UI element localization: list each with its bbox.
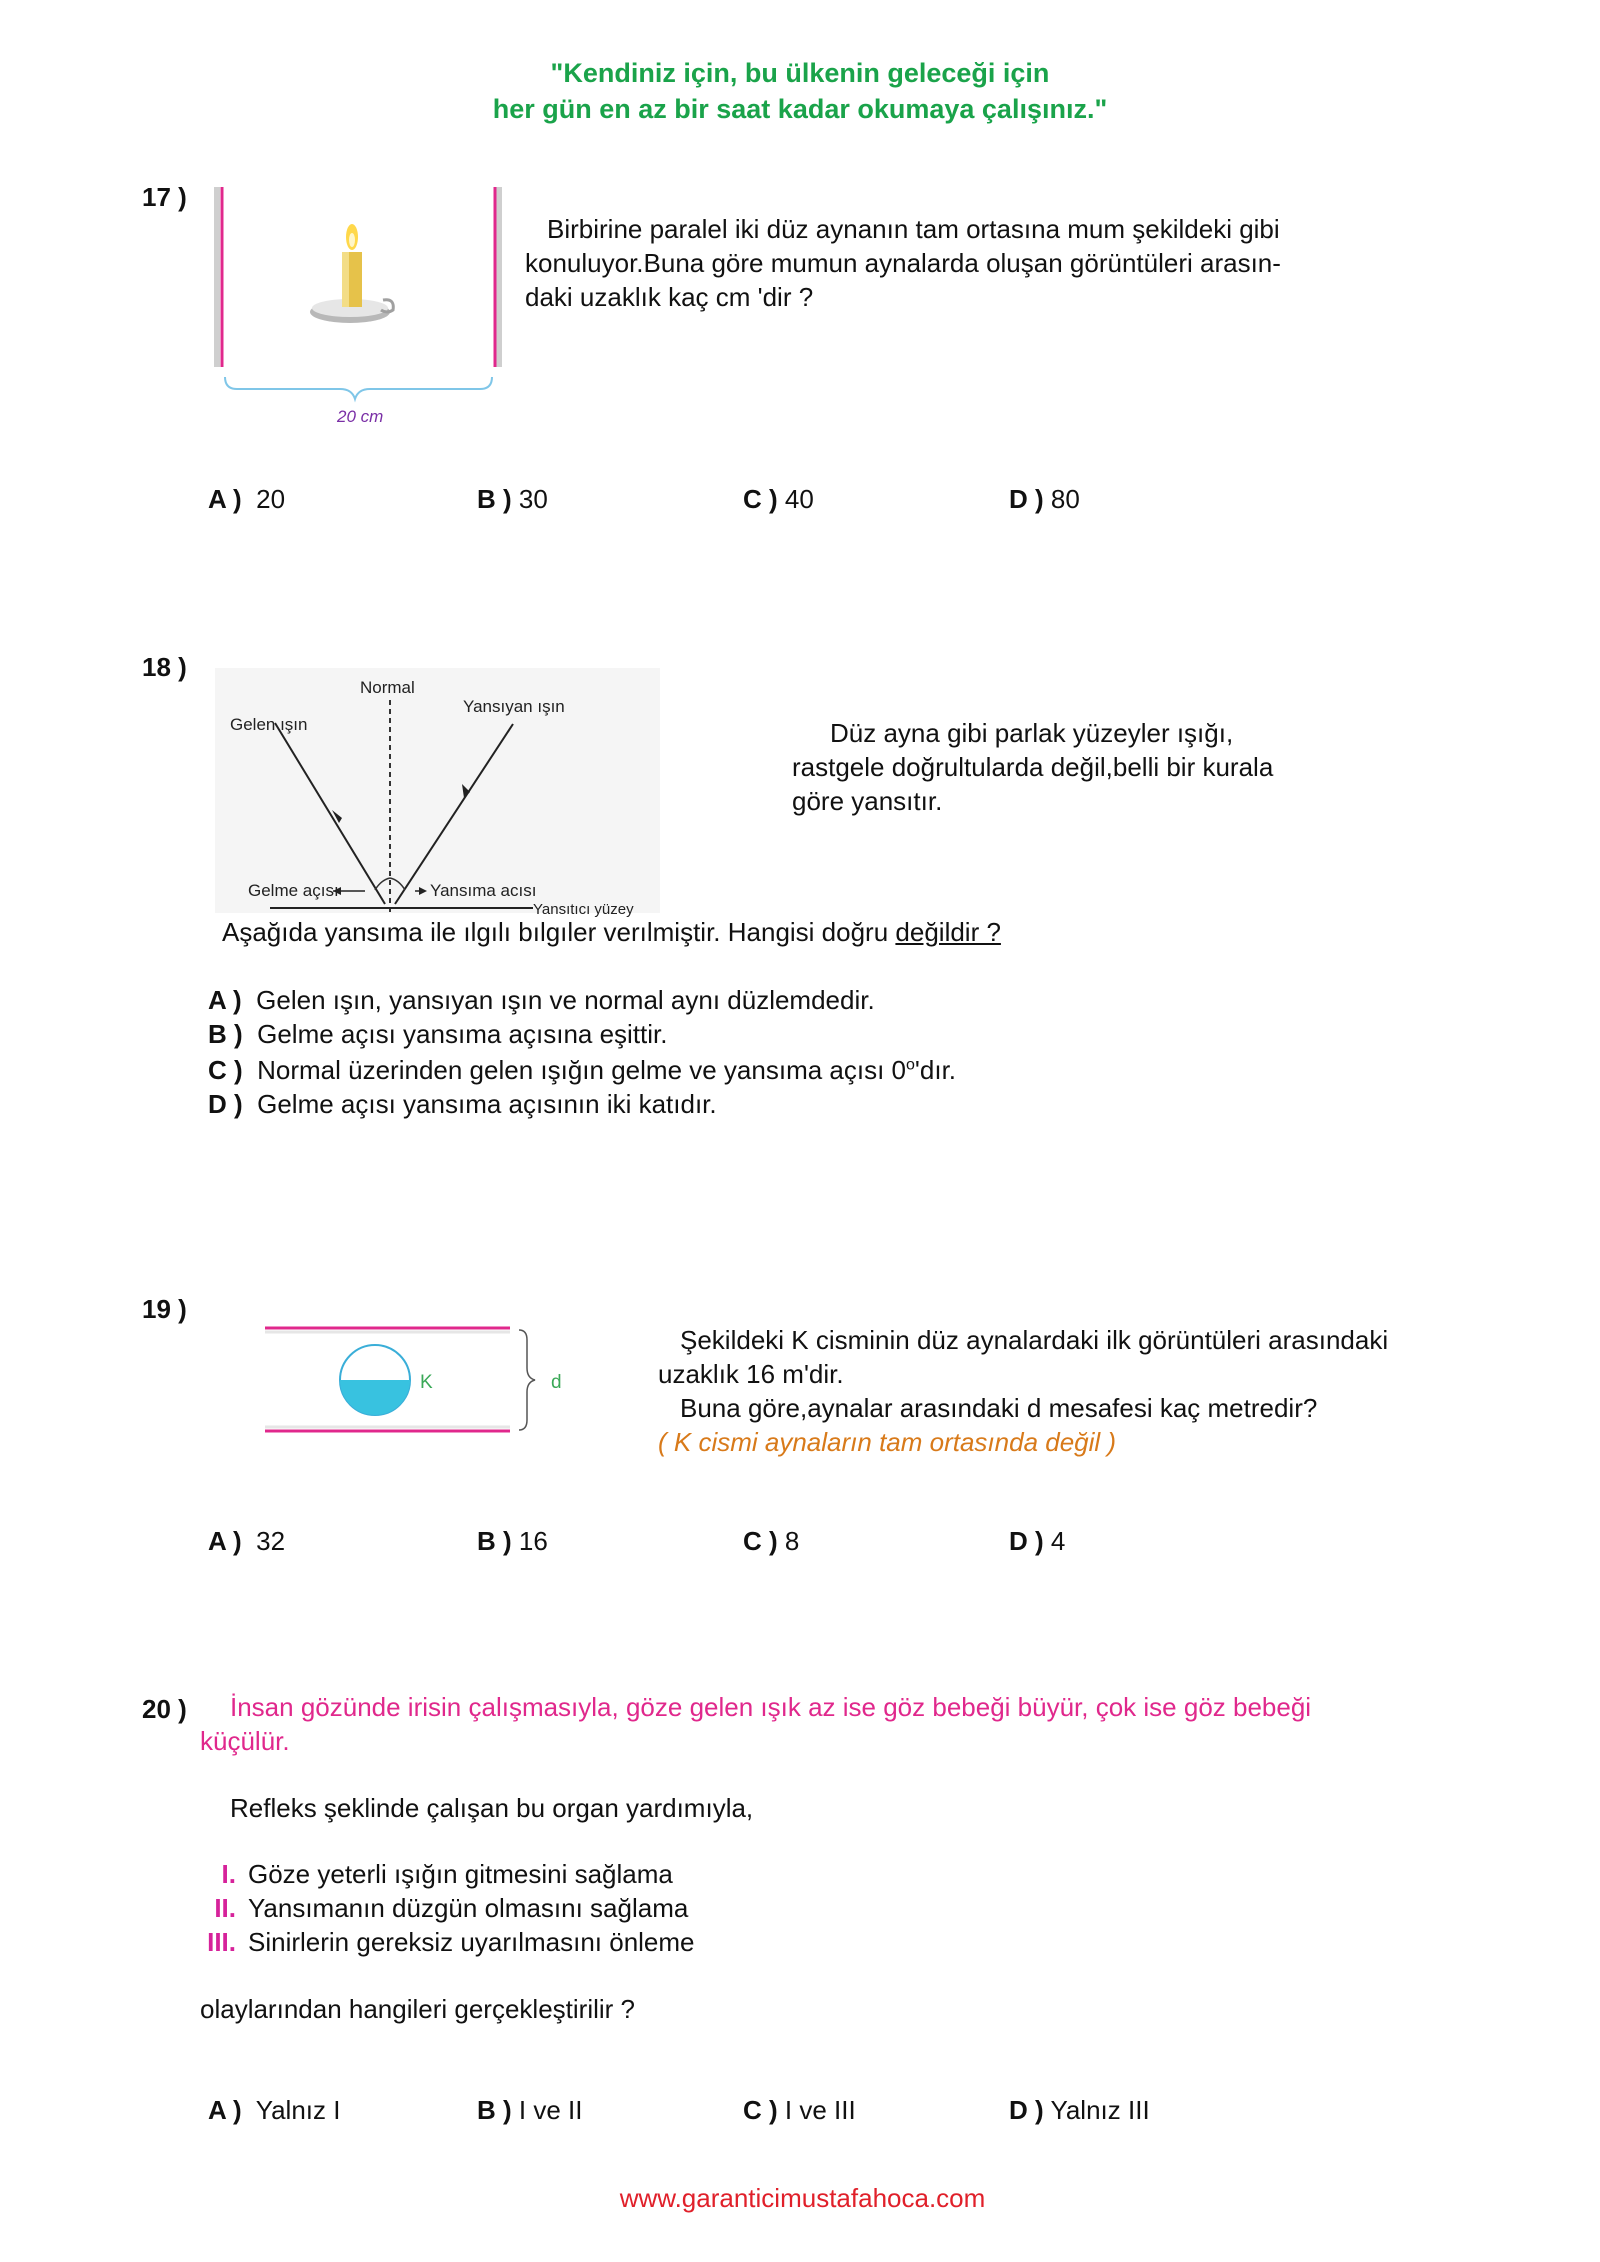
q19-mirrors-figure [255,1320,575,1445]
q17-option-d[interactable]: D ) 80 [1009,484,1080,514]
q18-option-d[interactable]: D ) Gelme açısı yansıma açısının iki katıdır. [208,1089,717,1119]
q17-option-c[interactable]: C ) 40 [743,484,814,514]
q18-label-surface: Yansıtıcı yüzey [533,901,634,918]
q18-label-normal: Normal [360,678,415,697]
q19-option-a[interactable]: A ) 32 [208,1526,286,1556]
q20-option-b[interactable]: B ) I ve II [477,2095,583,2125]
q19-note: ( K cismi aynaların tam ortasında değil ) [658,1427,1117,1457]
q20-option-c[interactable]: C ) I ve III [743,2095,856,2125]
q20-item-1-roman: I. [221,1859,236,1889]
q18-side-text [792,716,1492,818]
q20-intro-line-2: küçülür. [200,1726,290,1756]
footer-website-link[interactable]: www.garanticimustafahoca.com [619,2183,986,2213]
q20-option-a[interactable]: A ) Yalnız I [208,2095,341,2125]
q18-question [222,915,1001,949]
q17-mirror-candle-figure [205,182,515,432]
q18-question-underlined: değildir ? [895,917,1001,947]
question-18-number: 18 ) [142,652,187,682]
q19-option-b[interactable]: B ) 16 [477,1526,548,1556]
q20-question: olaylarından hangileri gerçekleştirilir ? [200,1994,635,2024]
q20-item-3-roman: III. [207,1927,236,1957]
q20-item-2-text: Yansımanın düzgün olmasını sağlama [248,1893,689,1923]
q18-side-line-2: rastgele doğrultularda değil,belli bir kurala [792,752,1274,782]
q18-option-b[interactable]: B ) Gelme açısı yansıma açısına eşittir. [208,1019,668,1049]
header-quote-line1: "Kendiniz için, bu ülkenin geleceği için [550,58,1050,88]
q17-question-text [525,212,1325,314]
q20-item-1 [196,1857,673,1891]
q20-item-3 [196,1925,695,1959]
q17-option-a[interactable]: A ) 20 [208,484,286,514]
q17-option-b[interactable]: B ) 30 [477,484,548,514]
q20-option-d[interactable]: D ) Yalnız III [1009,2095,1150,2125]
q19-text-line-3: Buna göre,aynalar arasındaki d mesafesi kaç metredir? [680,1393,1318,1423]
q19-object-label: K [420,1372,433,1393]
q19-option-d[interactable]: D ) 4 [1009,1526,1066,1556]
q19-question-text [658,1323,1558,1459]
q18-option-c[interactable]: C ) Normal üzerinden gelen ışığın gelme ve yansıma açısı 0$^o$'dır. [208,1055,957,1085]
q20-lead: Refleks şeklinde çalışan bu organ yardımıyla, [230,1793,754,1823]
q18-reflection-diagram [215,668,665,918]
q17-text-line-3: daki uzaklık kaç cm 'dir ? [525,282,814,312]
q18-label-incidence-angle: Gelme açısı [248,881,339,900]
q20-item-1-text: Göze yeterli ışığın gitmesini sağlama [248,1859,673,1889]
q18-question-text: Aşağıda yansıma ile ılgılı bılgıler verılmiştir. Hangisi doğru [222,917,896,947]
q19-distance-label: d [551,1372,562,1393]
q20-intro-line-1: İnsan gözünde irisin çalışmasıyla, göze gelen ışık az ise göz bebeği büyür, çok ise göz bebeği [230,1692,1312,1722]
q17-text-line-1: Birbirine paralel iki düz aynanın tam ortasına mum şekildeki gibi [547,214,1280,244]
q17-text-line-2: konuluyor.Buna göre mumun aynalarda oluşan görüntüleri arasın- [525,248,1281,278]
q17-distance-label: 20 cm [337,407,384,426]
q19-text-line-1: Şekildeki K cisminin düz aynalardaki ilk görüntüleri arasındaki [680,1325,1389,1355]
question-17-number: 17 ) [142,182,187,212]
q18-label-reflected: Yansıyan ışın [463,697,565,716]
q18-side-line-1: Düz ayna gibi parlak yüzeyler ışığı, [830,718,1234,748]
q19-text-line-2: uzaklık 16 m'dir. [658,1359,844,1389]
q20-item-2 [196,1891,688,1925]
q18-side-line-3: göre yansıtır. [792,786,943,816]
q18-option-a[interactable]: A ) Gelen ışın, yansıyan ışın ve normal aynı düzlemdedir. [208,985,875,1015]
question-19-number: 19 ) [142,1294,187,1324]
q18-label-reflection-angle: Yansıma acısı [430,881,537,900]
q20-item-2-roman: II. [214,1893,236,1923]
q19-option-c[interactable]: C ) 8 [743,1526,800,1556]
header-quote-line2: her gün en az bir saat kadar okumaya çalışınız." [492,94,1108,124]
q18-label-incident: Gelen ışın [230,715,308,734]
q20-item-3-text: Sinirlerin gereksiz uyarılmasını önleme [248,1927,695,1957]
question-20-number: 20 ) [142,1694,187,1724]
